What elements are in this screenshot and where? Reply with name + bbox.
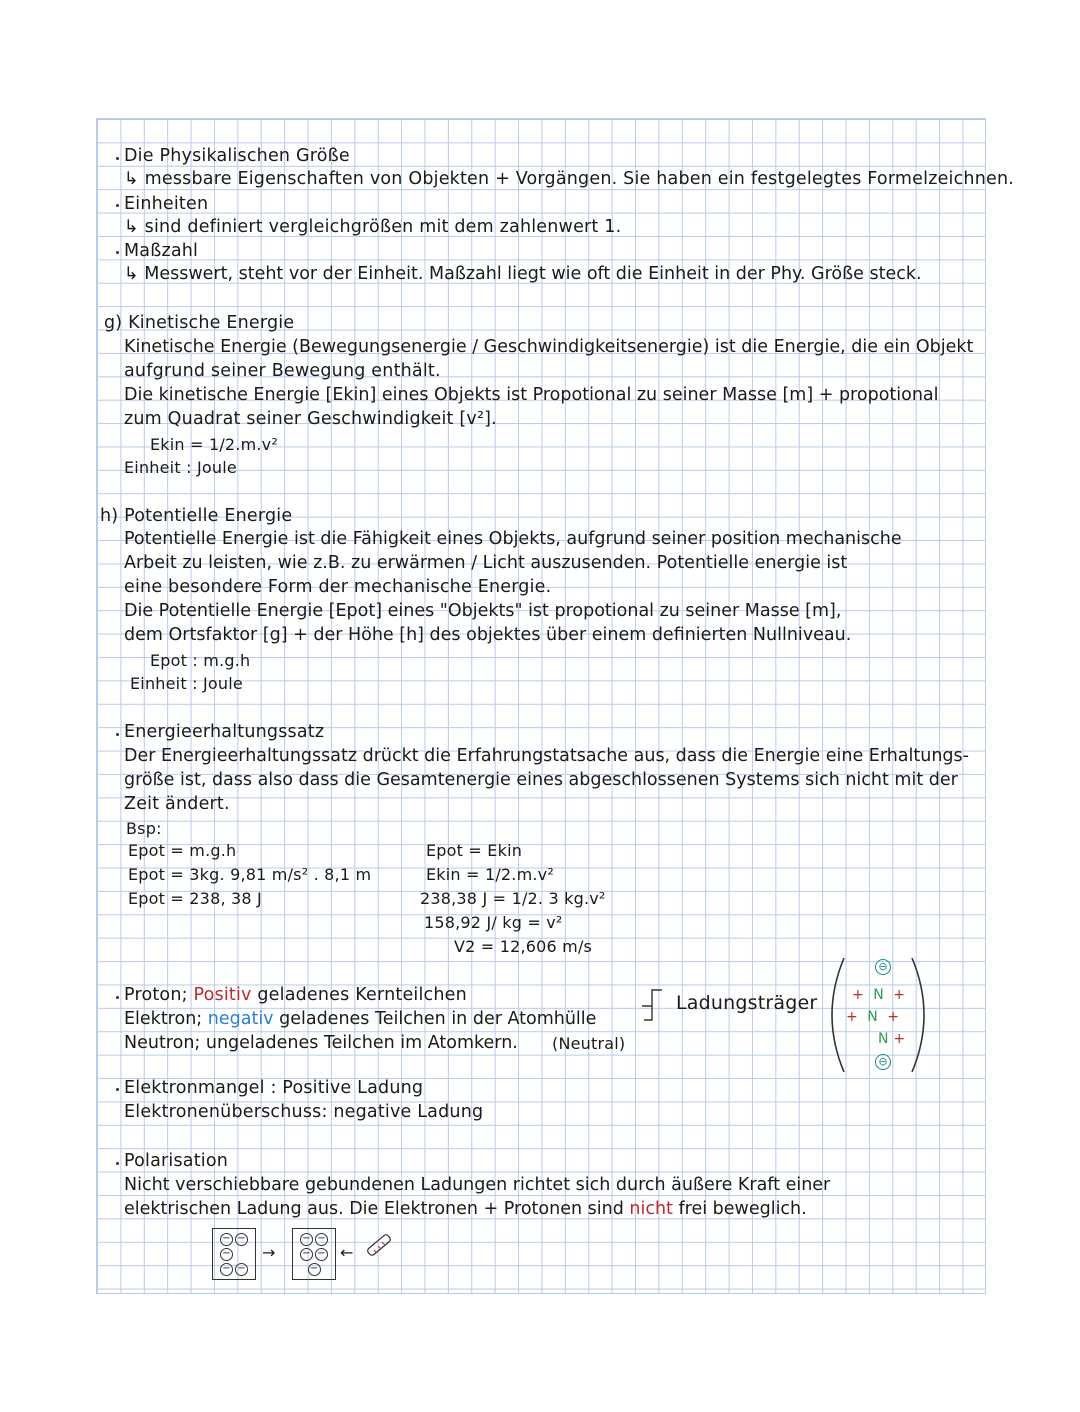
neutron-line: Neutron; ungeladenes Teilchen im Atomkern. <box>124 1033 518 1053</box>
calc-right-1: Epot = Ekin <box>426 841 523 860</box>
potentiell-line5: dem Ortsfaktor [g] + der Höhe [h] des objektes über einem definierten Nullniveau. <box>124 625 852 645</box>
atom-row-3: N + <box>878 1031 906 1047</box>
masszahl-desc: ↳ Messwert, steht vor der Einheit. Maßzahl liegt wie oft die Einheit in der Phy. Größe steck. <box>124 264 922 284</box>
polarisation-line1: Nicht verschiebbare gebundenen Ladungen richtet sich durch äußere Kraft einer <box>124 1175 831 1195</box>
einheiten-desc: ↳ sind definiert vergleichgrößen mit dem zahlenwert 1. <box>124 217 622 237</box>
atom-row-2: + N + <box>846 1009 900 1025</box>
proton-line: Proton; Positiv geladenes Kernteilchen <box>124 985 467 1005</box>
calc-left-2: Epot = 3kg. 9,81 m/s² . 8,1 m <box>128 865 372 884</box>
einheiten-heading: Einheiten <box>124 194 209 214</box>
bullet <box>116 996 119 999</box>
kinetisch-formula: Ekin = 1/2.m.v² <box>150 435 278 454</box>
calc-right-4: 158,92 J/ kg = v² <box>424 913 563 932</box>
potentiell-heading: h) Potentielle Energie <box>100 506 293 526</box>
charged-rod-icon <box>364 1230 394 1260</box>
kinetisch-unit: Einheit : Joule <box>124 458 237 477</box>
box-unpolarized: − − − − − <box>212 1228 256 1280</box>
erhaltung-line1: Der Energieerhaltungssatz drückt die Erfahrungstatsache aus, dass die Energie eine Erhaltungs- <box>124 746 969 766</box>
bullet <box>116 1162 119 1165</box>
calc-right-5: V2 = 12,606 m/s <box>454 937 593 956</box>
erhaltung-heading: Energieerhaltungssatz <box>124 722 325 742</box>
potentiell-unit: Einheit : Joule <box>130 674 243 693</box>
box-polarized: − − − − − <box>292 1228 336 1280</box>
kinetisch-line3: Die kinetische Energie [Ekin] eines Objekts ist Propotional zu seiner Masse [m] + propotional <box>124 385 939 405</box>
calc-right-3: 238,38 J = 1/2. 3 kg.v² <box>420 889 606 908</box>
kinetisch-line4: zum Quadrat seiner Geschwindigkeit [v²]. <box>124 409 497 429</box>
potentiell-line4: Die Potentielle Energie [Epot] eines "Objekts" ist propotional zu seiner Masse [m], <box>124 601 842 621</box>
bullet <box>116 251 119 254</box>
masszahl-heading: Maßzahl <box>124 241 199 261</box>
calc-left-3: Epot = 238, 38 J <box>128 889 262 908</box>
neutral-note: (Neutral) <box>552 1034 626 1053</box>
brace-icon <box>640 986 670 1026</box>
mangel-line: Elektronmangel : Positive Ladung <box>124 1078 424 1098</box>
ladungstraeger-label: Ladungsträger <box>676 992 818 1014</box>
atom-electron-bottom: ⊖ <box>874 1050 892 1071</box>
potentiell-line3: eine besondere Form der mechanische Energie. <box>124 577 552 597</box>
groessen-heading: Die Physikalischen Größe <box>124 146 350 166</box>
calc-left-1: Epot = m.g.h <box>128 841 237 860</box>
kinetisch-line2: aufgrund seiner Bewegung enthält. <box>124 361 441 381</box>
polarisation-line2: elektrischen Ladung aus. Die Elektronen + Protonen sind nicht frei beweglich. <box>124 1199 807 1219</box>
erhaltung-bsp: Bsp: <box>126 819 162 838</box>
potentiell-line1: Potentielle Energie ist die Fähigkeit eines Objekts, aufgrund seiner position mechanische <box>124 529 902 549</box>
bullet <box>116 1088 119 1091</box>
groessen-desc: ↳ messbare Eigenschaften von Objekten + Vorgängen. Sie haben ein festgelegtes Formelzeichnen. <box>124 169 1015 189</box>
potentiell-line2: Arbeit zu leisten, wie z.B. zu erwärmen / Licht auszusenden. Potentielle energie ist <box>124 553 848 573</box>
arrow-right-icon: → <box>262 1243 276 1262</box>
atom-row-1: + N + <box>852 987 906 1003</box>
bullet <box>116 733 119 736</box>
kinetisch-line1: Kinetische Energie (Bewegungsenergie / Geschwindigkeitsenergie) ist die Energie, die ein Objekt <box>124 337 974 357</box>
erhaltung-line3: Zeit ändert. <box>124 794 230 814</box>
bullet <box>116 204 119 207</box>
atom-electron-top: ⊖ <box>874 955 892 976</box>
ueberschuss-line: Elektronenüberschuss: negative Ladung <box>124 1102 484 1122</box>
arrow-left-icon: ← <box>340 1243 354 1262</box>
calc-right-2: Ekin = 1/2.m.v² <box>426 865 554 884</box>
kinetisch-heading: g) Kinetische Energie <box>104 313 295 333</box>
erhaltung-line2: größe ist, dass also dass die Gesamtenergie eines abgeschlossenen Systems sich nicht mit der <box>124 770 958 790</box>
polarisation-heading: Polarisation <box>124 1151 229 1171</box>
elektron-line: Elektron; negativ geladenes Teilchen in der Atomhülle <box>124 1009 597 1029</box>
potentiell-formula: Epot : m.g.h <box>150 651 251 670</box>
bullet <box>116 157 119 160</box>
